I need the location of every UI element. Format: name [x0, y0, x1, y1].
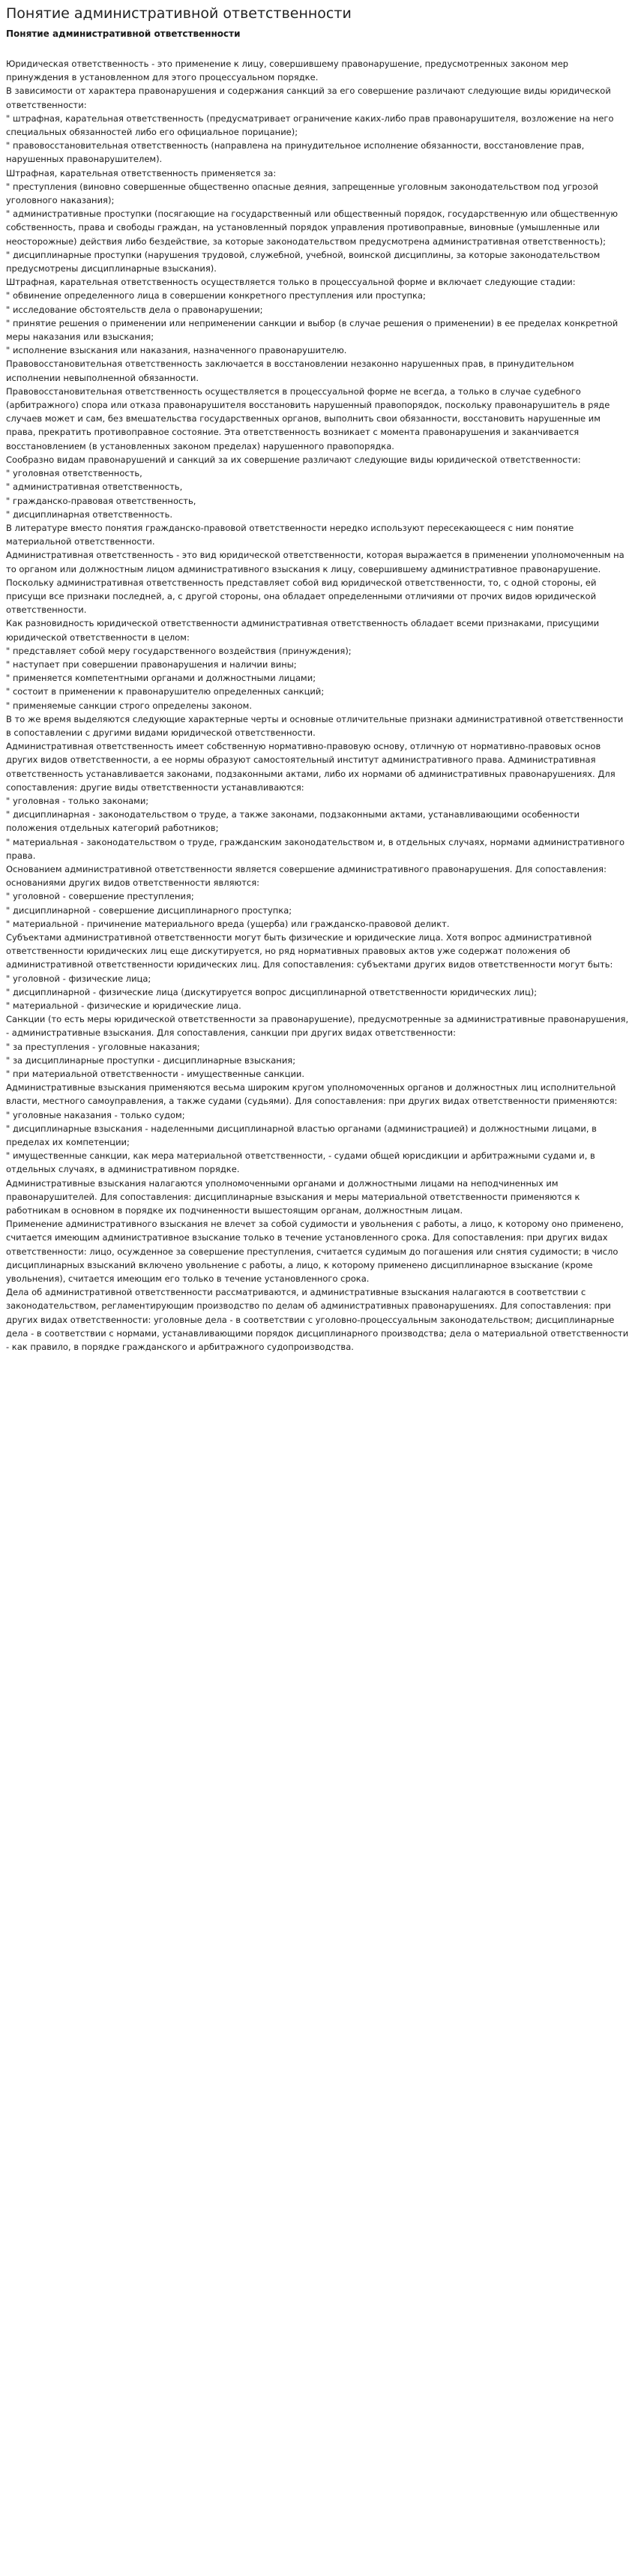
list-item: " административные проступки (посягающие на государственный или общественный порядок, государственную или общественную собственность, права и свободы граждан, на установленный порядок управления противоправные, виновные (умышленные или неосторожные) действия либо бездействие, за которые законодательством предусмотрена административная ответственность); [6, 208, 619, 247]
paragraph: Административная ответственность имеет собственную нормативно-правовую основу, отличную от нормативно-правовых основ других видов ответственности, а ее нормы образуют самостоятельный институт административного права. Административная ответственность устанавливается законами, подзаконными актами, либо их нормами об административных правонарушениях. Для сопоставления: другие виды ответственности устанавливаются: [6, 741, 616, 793]
list-item: " дисциплинарные проступки (нарушения трудовой, служебной, учебной, воинской дисциплины, за которые законодательством предусмотрены дисциплинарные взыскания). [6, 249, 601, 274]
list-item: " исполнение взыскания или наказания, назначенного правонарушителю. [6, 345, 347, 356]
list-item: " применяется компетентными органами и должностными лицами; [6, 673, 316, 684]
paragraph: В то же время выделяются следующие характерные черты и основные отличительные признаки административной ответственности в сопоставлении с другими видами юридической ответственности. [6, 713, 624, 738]
paragraph: Правовосстановительная ответственность заключается в восстановлении незаконно нарушенных прав, в принудительном исполнении невыполненной обязанности. [6, 358, 574, 383]
list-item: " представляет собой меру государственного воздействия (принуждения); [6, 645, 352, 656]
paragraph: Санкции (то есть меры юридической ответственности за правонарушение), предусмотренные за административные правонарушения, - административные взыскания. Для сопоставления, санкции при других видах ответственности: [6, 1014, 629, 1039]
paragraph: Дела об административной ответственности рассматриваются, и административные взыскания налагаются в соответствии с законодательством, регламентирующим производство по делам об административных правонарушениях. Для сопоставления: при других видах ответственности: уголовные дела - в соответствии с уголовно-процессуальным законодательством; дисциплинарные дела - в соответствии с нормами, устанавливающими порядок дисциплинарного производства; дела о материальной ответственности - как правило, в порядке гражданского и арбитражного судопроизводства. [6, 1287, 629, 1353]
list-item: " уголовная - только законами; [6, 795, 149, 806]
paragraph: Административная ответственность - это вид юридической ответственности, которая выражается в применении уполномоченным на то органом или должностным лицом административного взыскания к лицу, совершившему административное правонарушение. [6, 550, 625, 574]
list-item: " обвинение определенного лица в совершении конкретного преступления или проступка; [6, 290, 426, 301]
paragraph: Применение административного взыскания не влечет за собой судимости и увольнения с работы, а лицо, к которому оно применено, считается имеющим административное взыскание только в течение установленного срока. Для сопоставления: при других видах ответственности: лицо, осужденное за совершение преступления, считается судимым до погашения или снятия судимости; в число дисциплинарных взысканий включено увольнение с работы, а лицо, к которому применено дисциплинарное взыскание (кроме увольнения), считается имеющим его только в течение установленного срока. [6, 1219, 624, 1285]
list-item: " штрафная, карательная ответственность (предусматривает ограничение каких-либо прав правонарушителя, возложение на него специальных обязанностей либо его официальное порицание); [6, 112, 614, 138]
list-item: " уголовной - физические лица; [6, 973, 151, 984]
paragraph: В литературе вместо понятия гражданско-правовой ответственности нередко используют пересекающееся с ним понятие материальной ответственности. [6, 522, 574, 547]
paragraph: Как разновидность юридической ответственности административная ответственность обладает всеми признаками, присущими юридической ответственности в целом: [6, 618, 600, 643]
paragraph: Основанием административной ответственности является совершение административного правонарушения. Для сопоставления: основаниями других видов ответственности являются: [6, 863, 607, 889]
list-item: " за дисциплинарные проступки - дисциплинарные взыскания; [6, 1054, 296, 1066]
paragraph: Административные взыскания применяются весьма широким кругом уполномоченных органов и должностных лиц исполнительной власти, местного самоуправления, а также судами (судьями). Для сопоставления: при других видах ответственности применяются: [6, 1082, 618, 1107]
list-item: " дисциплинарные взыскания - наделенными дисциплинарной властью органами (администрацией) и должностными лицами, в пределах их компетенции; [6, 1123, 597, 1148]
paragraph: Правовосстановительная ответственность осуществляется в процессуальной форме не всегда, а только в случае судебного (арбитражного) спора или отказа правонарушителя восстановить нарушенный правопорядок, поскольку правонарушитель в ряде случаев может и сам, без вмешательства государственных органов, выполнить свои обязанности, восстановить нарушенные им права, прекратить противоправное состояние. Эта ответственность возникает с момента правонарушения и заканчивается восстановлением (в установленных законом пределах) нарушенного правопорядка. [6, 385, 610, 451]
list-item: " административная ответственность, [6, 481, 183, 493]
list-item: " уголовные наказания - только судом; [6, 1109, 185, 1120]
list-item: " применяемые санкции строго определены законом. [6, 700, 253, 711]
list-item: " за преступления - уголовные наказания; [6, 1041, 200, 1052]
paragraph: Административные взыскания налагаются уполномоченными органами и должностными лицами на неподчиненных им правонарушителей. Для сопоставления: дисциплинарные взыскания и меры материальной ответственности применяются к работникам в основном в порядке их подчиненности вышестоящим органам, должностным лицам. [6, 1177, 580, 1216]
list-item: " дисциплинарной - совершение дисциплинарного проступка; [6, 904, 292, 916]
list-item: " имущественные санкции, как мера материальной ответственности, - судами общей юрисдикции и арбитражными судами и, в отдельных случаях, в административном порядке. [6, 1150, 595, 1175]
list-item: " дисциплинарной - физические лица (дискутируется вопрос дисциплинарной ответственности юридических лиц); [6, 986, 538, 997]
list-item: " состоит в применении к правонарушителю определенных санкций; [6, 686, 325, 697]
paragraph: Штрафная, карательная ответственность осуществляется только в процессуальной форме и включает следующие стадии: [6, 277, 576, 288]
list-item: " при материальной ответственности - имущественные санкции. [6, 1069, 305, 1080]
article-body [6, 57, 629, 1354]
list-item: " дисциплинарная - законодательством о труде, а также законами, подзаконными актами, устанавливающими особенности положения отдельных категорий работников; [6, 809, 580, 834]
paragraph: В зависимости от характера правонарушения и содержания санкций за его совершение различают следующие виды юридической ответственности: [6, 85, 611, 110]
list-item: " уголовной - совершение преступления; [6, 891, 194, 902]
list-item: " дисциплинарная ответственность. [6, 508, 173, 520]
list-item: " материальной - причинение материального вреда (ущерба) или гражданско-правовой деликт. [6, 918, 450, 929]
list-item: " правовосстановительная ответственность (направлена на принудительное исполнение обязанности, восстановление прав, нарушенных правонарушителем). [6, 140, 585, 165]
paragraph: Юридическая ответственность - это применение к лицу, совершившему правонарушение, предусмотренных законом мер принуждения в установленном для этого процессуальном порядке. [6, 58, 569, 83]
paragraph: Штрафная, карательная ответственность применяется за: [6, 167, 277, 178]
paragraph: Субъектами административной ответственности могут быть физические и юридические лица. Хотя вопрос административной ответственности юридических лиц еще дискутируется, но ряд нормативных правовых актов уже содержат положения об административной ответственности юридических лиц. Для сопоставления: субъектами других видов ответственности могут быть: [6, 932, 613, 970]
paragraph: Поскольку административная ответственность представляет собой вид юридической ответственности, то, с одной стороны, ей присущи все признаки последней, а, с другой стороны, она обладает определенными отличиями от прочих видов юридической ответственности. [6, 577, 597, 616]
list-item: " гражданско-правовая ответственность, [6, 495, 196, 506]
list-item: " наступает при совершении правонарушения и наличии вины; [6, 658, 297, 670]
list-item: " принятие решения о применении или неприменении санкции и выбор (в случае решения о применении) в ее пределах конкретной меры наказания или взыскания; [6, 317, 619, 343]
article-subtitle: Понятие административной ответственности [6, 28, 241, 39]
list-item: " исследование обстоятельств дела о правонарушении; [6, 304, 263, 315]
page-title: Понятие административной ответственности [6, 5, 352, 22]
paragraph: Сообразно видам правонарушений и санкций за их совершение различают следующие виды юридической ответственности: [6, 454, 581, 465]
list-item: " уголовная ответственность, [6, 468, 142, 479]
list-item: " материальная - законодательством о труде, гражданским законодательством и, в отдельных случаях, нормами административного права. [6, 836, 625, 861]
list-item: " материальной - физические и юридические лица. [6, 1000, 241, 1012]
list-item: " преступления (виновно совершенные общественно опасные деяния, запрещенные уголовным законодательством под угрозой уголовного наказания); [6, 181, 598, 206]
